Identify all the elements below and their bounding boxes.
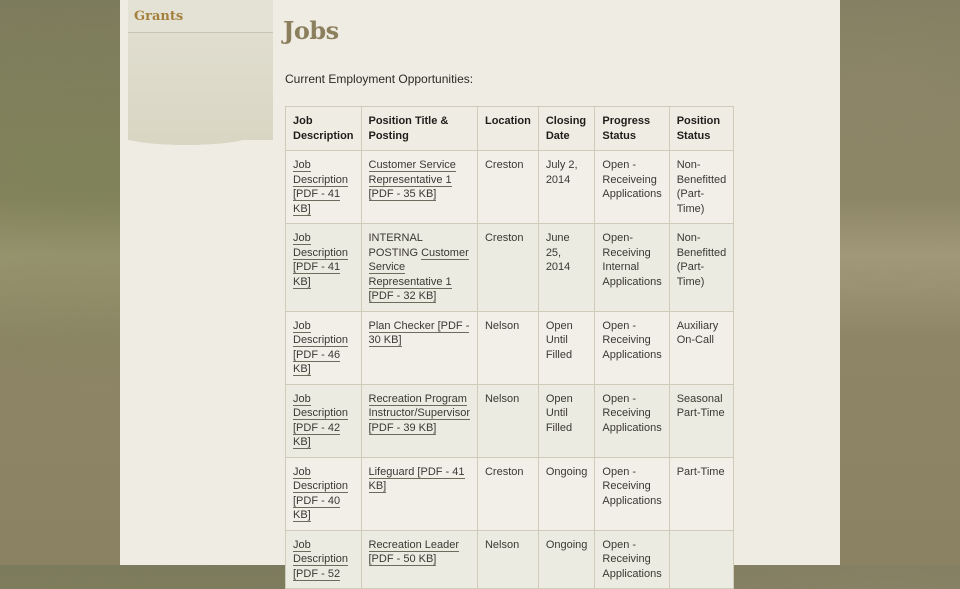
cell-location: Nelson — [477, 530, 538, 589]
cell-job-description — [286, 151, 362, 224]
header-job-description: Job Description — [286, 107, 362, 151]
posting-link[interactable]: Plan Checker [PDF - 30 KB] — [368, 319, 470, 346]
cell-job-description — [286, 457, 362, 530]
posting-link[interactable]: Lifeguard [PDF - 41 KB] — [368, 465, 465, 492]
table-row — [286, 457, 734, 530]
intro-text: Current Employment Opportunities: — [285, 72, 474, 86]
cell-position-status: Part-Time — [669, 457, 734, 530]
cell-location: Nelson — [477, 311, 538, 384]
cell-posting — [361, 457, 477, 530]
posting-link[interactable]: Recreation Program Instructor/Supervisor [PDF - 39 KB] — [368, 392, 470, 434]
cell-job-description — [286, 530, 362, 589]
table-header-row — [286, 107, 734, 151]
cell-posting — [361, 151, 477, 224]
cell-position-status: Non-Benefitted (Part-Time) — [669, 151, 734, 224]
posting-link[interactable]: Customer Service Representative 1 [PDF - 32 KB] — [368, 246, 469, 302]
cell-job-description — [286, 224, 362, 312]
job-description-link[interactable]: Job Description [PDF - 46 KB] — [293, 319, 349, 375]
cell-location: Creston — [477, 224, 538, 312]
page-title: Jobs — [283, 16, 339, 45]
cell-closing-date: Ongoing — [538, 457, 595, 530]
cell-progress-status: Open - Receiving Applications — [595, 530, 669, 589]
cell-location: Creston — [477, 151, 538, 224]
job-description-link[interactable]: Job Description [PDF - 41 KB] — [293, 232, 349, 288]
cell-closing-date: July 2, 2014 — [538, 151, 595, 224]
table-row — [286, 530, 734, 589]
sidebar — [128, 0, 273, 140]
cell-closing-date: Open Until Filled — [538, 384, 595, 457]
posting-link[interactable]: Recreation Leader [PDF - 50 KB] — [368, 538, 460, 565]
cell-progress-status: Open - Receiveing Applications — [595, 151, 669, 224]
jobs-table — [285, 106, 734, 589]
table-row — [286, 384, 734, 457]
cell-progress-status: Open - Receiving Applications — [595, 311, 669, 384]
table-row — [286, 151, 734, 224]
cell-posting — [361, 384, 477, 457]
cell-position-status: Auxiliary On-Call — [669, 311, 734, 384]
cell-closing-date: Open Until Filled — [538, 311, 595, 384]
cell-progress-status: Open - Receiving Applications — [595, 457, 669, 530]
header-position-status: Position Status — [669, 107, 734, 151]
header-closing-date: Closing Date — [538, 107, 595, 151]
cell-posting — [361, 224, 477, 312]
job-description-link[interactable]: Job Description [PDF - 42 KB] — [293, 392, 349, 448]
cell-location: Creston — [477, 457, 538, 530]
sidebar-item-grants[interactable]: Grants — [128, 0, 273, 33]
header-position-title: Position Title & Posting — [361, 107, 477, 151]
cell-job-description — [286, 384, 362, 457]
posting-link[interactable]: Customer Service Representative 1 [PDF - 35 KB] — [368, 159, 456, 200]
cell-posting — [361, 311, 477, 384]
posting-prefix: INTERNAL POSTING — [368, 232, 423, 259]
cell-closing-date: June 25, 2014 — [538, 224, 595, 312]
cell-posting — [361, 530, 477, 589]
header-location: Location — [477, 107, 538, 151]
cell-location: Nelson — [477, 384, 538, 457]
cell-position-status: Non-Benefitted (Part-Time) — [669, 224, 734, 312]
job-description-link[interactable]: Job Description [PDF - 41 KB] — [293, 159, 349, 215]
header-progress-status: Progress Status — [595, 107, 669, 151]
job-description-link[interactable]: Job Description [PDF - 52 — [293, 538, 349, 580]
cell-job-description — [286, 311, 362, 384]
table-row — [286, 311, 734, 384]
page-content — [120, 0, 840, 580]
cell-progress-status: Open - Receiving Applications — [595, 384, 669, 457]
cell-position-status: Seasonal Part-Time — [669, 384, 734, 457]
cell-position-status — [669, 530, 734, 589]
cell-progress-status: Open- Receiving Internal Applications — [595, 224, 669, 312]
cell-closing-date: Ongoing — [538, 530, 595, 589]
table-row — [286, 224, 734, 312]
job-description-link[interactable]: Job Description [PDF - 40 KB] — [293, 465, 349, 521]
